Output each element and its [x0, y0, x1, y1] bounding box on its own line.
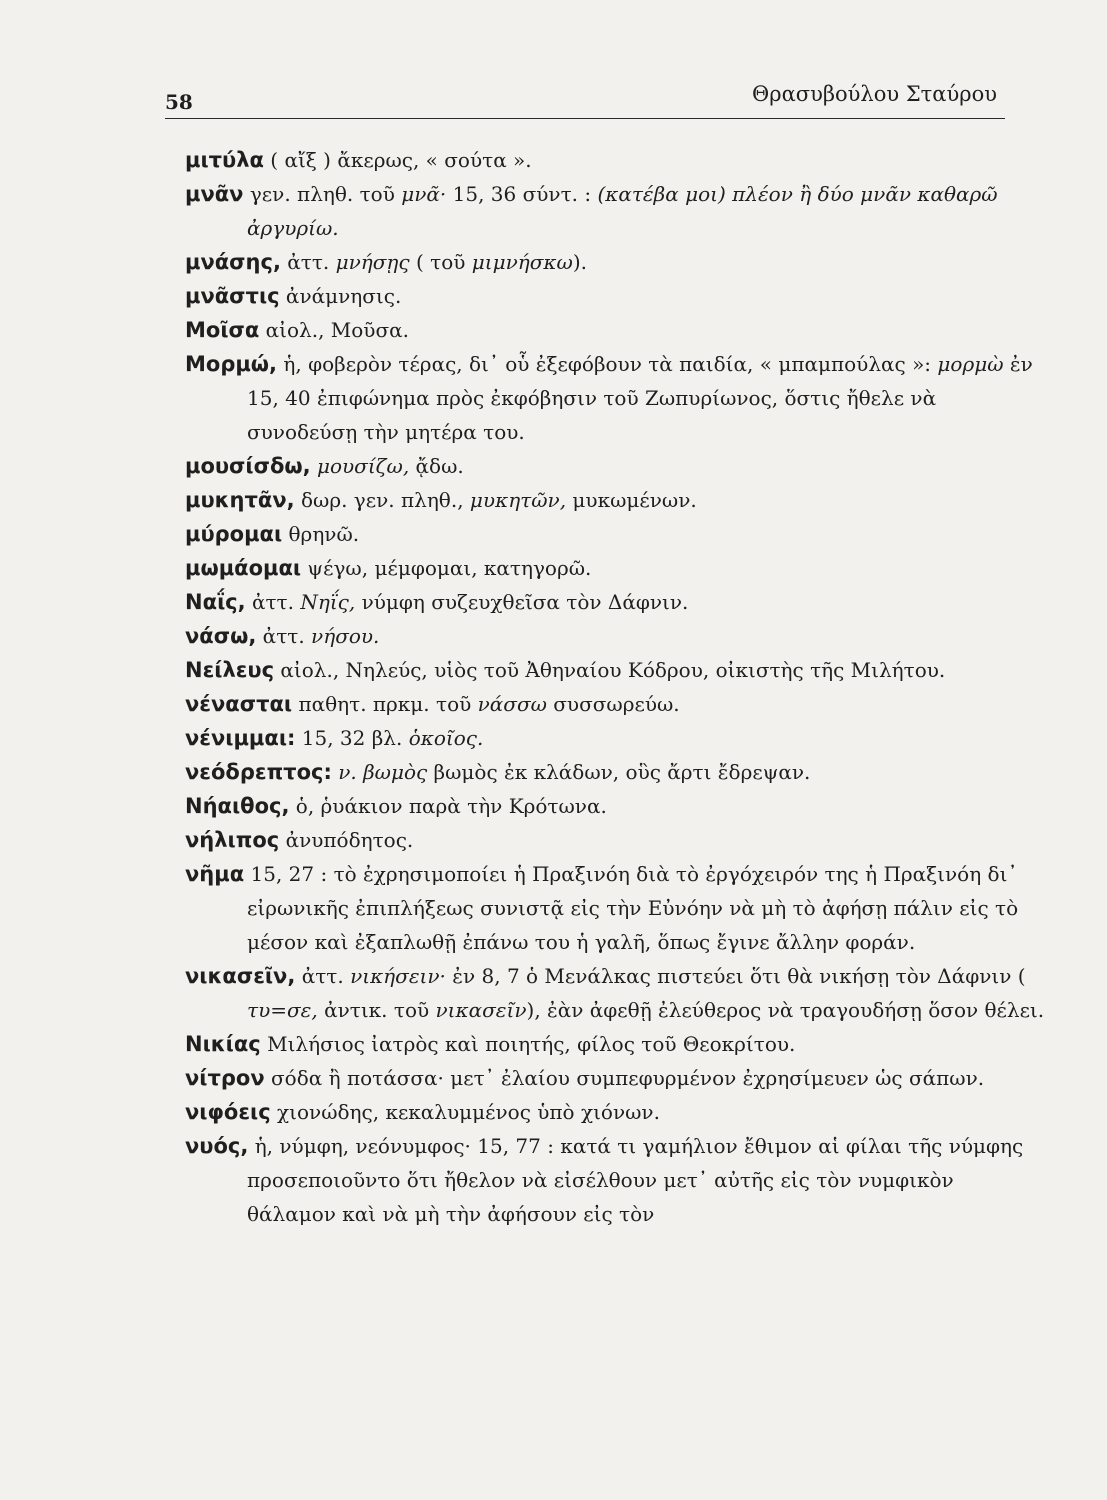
- entry-headword: νάσω,: [185, 624, 257, 648]
- entry-headword: μιτύλα: [185, 148, 264, 172]
- entry-headword: νιφόεις: [185, 1100, 271, 1124]
- glossary-entry: [185, 551, 1045, 585]
- entry-text: ἀντικ. τοῦ: [317, 998, 436, 1022]
- glossary-entry: [185, 1061, 1045, 1095]
- entry-text: ὁ, ῥυάκιον παρὰ τὴν Κρότωνα.: [289, 794, 607, 818]
- glossary-entry: [185, 1095, 1045, 1129]
- glossary-entry: [185, 755, 1045, 789]
- entry-italic-text: μυκητῶν,: [469, 488, 567, 512]
- entry-text: χιονώδης, κεκαλυμμένος ὑπὸ χιόνων.: [270, 1100, 660, 1124]
- glossary-entry: [185, 687, 1045, 721]
- glossary-entry: [185, 449, 1045, 483]
- entry-text: ἀττ.: [245, 590, 301, 614]
- entry-headword: μουσίσδω,: [185, 454, 311, 478]
- entry-italic-text: (κατέβα μοι) πλέον ἢ δύο μνᾶν καθαρῶ ἀργυρίω.: [247, 182, 998, 240]
- entry-headword: Μορμώ,: [185, 352, 278, 376]
- glossary-entry: [185, 959, 1045, 1027]
- entry-headword: μνᾶστις: [185, 284, 280, 308]
- entry-text: ἀττ.: [295, 964, 351, 988]
- entry-headword: μνᾶν: [185, 182, 244, 206]
- glossary-entry: [185, 789, 1045, 823]
- entry-text: ψέγω, μέμφομαι, κατηγορῶ.: [301, 556, 592, 580]
- entry-text: ᾄδω.: [409, 454, 464, 478]
- entry-text: ), ἐὰν ἀφεθῇ ἐλεύθερος νὰ τραγουδήσῃ ὅσον θέλει.: [526, 998, 1045, 1022]
- entry-italic-text: νήσου.: [311, 624, 380, 648]
- entry-text: ( τοῦ: [409, 250, 472, 274]
- glossary-entry: [185, 585, 1045, 619]
- entry-text: ἡ, νύμφη, νεόνυμφος· 15, 77 : κατά τι γαμήλιον ἔθιμον αἱ φίλαι τῆς νύμφης προσεποιοῦντο ὅτι ἤθελον νὰ εἰσέλθουν μετ᾽ αὐτῆς εἰς τὸν νυμφικὸν θάλαμον καὶ νὰ μὴ τὴν ἀφήσουν εἰς τὸν: [247, 1134, 1024, 1226]
- entry-text: ἡ, φοβερὸν τέρας, δι᾽ οὗ ἐξεφόβουν τὰ παιδία, « μπαμπούλας »:: [277, 352, 938, 376]
- entry-italic-text: τυ=σε,: [247, 998, 318, 1022]
- entry-text: συσσωρεύω.: [546, 692, 680, 716]
- entry-text: 15, 36 σύντ. :: [446, 182, 598, 206]
- glossary-entry: [185, 721, 1045, 755]
- entry-italic-text: νικήσειν·: [350, 964, 446, 988]
- entry-text: θρηνῶ.: [282, 522, 360, 546]
- glossary-entry: [185, 177, 1045, 245]
- entry-italic-text: μουσίζω,: [316, 454, 410, 478]
- glossary-entry: [185, 245, 1045, 279]
- entry-text: ( αἴξ ) ἄκερως, « σούτα ».: [263, 148, 532, 172]
- glossary-entry: [185, 1027, 1045, 1061]
- entry-text: Μιλήσιος ἰατρὸς καὶ ποιητής, φίλος τοῦ Θεοκρίτου.: [260, 1032, 796, 1056]
- entry-text: γεν. πληθ. τοῦ: [243, 182, 402, 206]
- entry-text: ἐν 15, 40 ἐπιφώνημα πρὸς ἐκφόβησιν τοῦ Ζωπυρίωνος, ὅστις ἤθελε νὰ συνοδεύσῃ τὴν μητέρα του.: [247, 352, 1033, 444]
- entry-headword: νήλιπος: [185, 828, 280, 852]
- entry-headword: νένιμμαι:: [185, 726, 296, 750]
- entry-text: ἀνάμνησις.: [279, 284, 402, 308]
- glossary-entry: [185, 483, 1045, 517]
- entry-headword: νεόδρεπτος:: [185, 760, 332, 784]
- page-number: 58: [165, 90, 193, 114]
- entry-text: αἰολ., Νηλεύς, υἱὸς τοῦ Ἀθηναίου Κόδρου, οἰκιστὴς τῆς Μιλήτου.: [274, 658, 946, 682]
- entry-text: ἀττ.: [280, 250, 336, 274]
- entry-headword: Μοῖσα: [185, 318, 260, 342]
- entry-text: αἰολ., Μοῦσα.: [259, 318, 409, 342]
- entry-text: νύμφη συζευχθεῖσα τὸν Δάφνιν.: [355, 590, 689, 614]
- entry-italic-text: ν. βωμὸς: [338, 760, 428, 784]
- entry-italic-text: Νηΐς,: [300, 590, 356, 614]
- entry-headword: νῆμα: [185, 862, 245, 886]
- entry-headword: Ναΐς,: [185, 590, 246, 614]
- entry-headword: Νείλευς: [185, 658, 275, 682]
- entry-headword: Νήαιθος,: [185, 794, 290, 818]
- entry-text: βωμὸς ἐκ κλάδων, οὓς ἄρτι ἔδρεψαν.: [427, 760, 811, 784]
- entry-text: ἀνυπόδητος.: [279, 828, 414, 852]
- glossary-entries: [185, 143, 1045, 1231]
- glossary-entry: [185, 857, 1045, 959]
- running-head: Θρασυβούλου Σταύρου: [752, 82, 997, 106]
- glossary-entry: [185, 1129, 1045, 1231]
- entry-text: σόδα ἢ ποτάσσα· μετ᾽ ἐλαίου συμπεφυρμένον ἐχρησίμευεν ὡς σάπων.: [264, 1066, 985, 1090]
- entry-headword: νίτρον: [185, 1066, 265, 1090]
- entry-italic-text: ὁκοῖος.: [408, 726, 484, 750]
- glossary-entry: [185, 143, 1045, 177]
- glossary-entry: [185, 653, 1045, 687]
- entry-text: 15, 32 βλ.: [295, 726, 409, 750]
- entry-italic-text: μορμὼ: [937, 352, 1004, 376]
- entry-italic-text: νικασεῖν: [435, 998, 527, 1022]
- entry-text: ἀττ.: [256, 624, 312, 648]
- entry-italic-text: νάσσω: [477, 692, 547, 716]
- entry-text: παθητ. πρκμ. τοῦ: [292, 692, 478, 716]
- entry-headword: Νικίας: [185, 1032, 261, 1056]
- entry-italic-text: μνᾶ·: [401, 182, 447, 206]
- entry-headword: μωμάομαι: [185, 556, 302, 580]
- glossary-entry: [185, 347, 1045, 449]
- entry-headword: μνάσης,: [185, 250, 281, 274]
- glossary-entry: [185, 279, 1045, 313]
- entry-headword: νένασται: [185, 692, 293, 716]
- entry-headword: νυός,: [185, 1134, 249, 1158]
- entry-headword: μύρομαι: [185, 522, 283, 546]
- entry-text: ).: [572, 250, 587, 274]
- entry-headword: νικασεῖν,: [185, 964, 296, 988]
- entry-italic-text: μιμνήσκω: [471, 250, 573, 274]
- glossary-entry: [185, 619, 1045, 653]
- page-header: [165, 74, 1005, 119]
- entry-text: 15, 27 : τὸ ἐχρησιμοποίει ἡ Πραξινόη διὰ τὸ ἐργόχειρόν της ἡ Πραξινόη δι᾽ εἰρωνικῆς ἐπιπλήξεως συνιστᾷ εἰς τὴν Εὐνόην νὰ μὴ τὸ ἀφήσῃ πάλιν εἰς τὸ μέσον καὶ ἐξαπλωθῇ ἐπάνω του ἡ γαλῆ, ὅπως ἔγινε ἄλλην φοράν.: [244, 862, 1019, 954]
- entry-italic-text: μνήσῃς: [335, 250, 410, 274]
- glossary-entry: [185, 823, 1045, 857]
- glossary-entry: [185, 313, 1045, 347]
- entry-text: μυκωμένων.: [566, 488, 697, 512]
- entry-headword: μυκητᾶν,: [185, 488, 295, 512]
- glossary-entry: [185, 517, 1045, 551]
- entry-text: δωρ. γεν. πληθ.,: [294, 488, 470, 512]
- entry-text: ἐν 8, 7 ὁ Μενάλκας πιστεύει ὅτι θὰ νικήσῃ τὸν Δάφνιν (: [445, 964, 1026, 988]
